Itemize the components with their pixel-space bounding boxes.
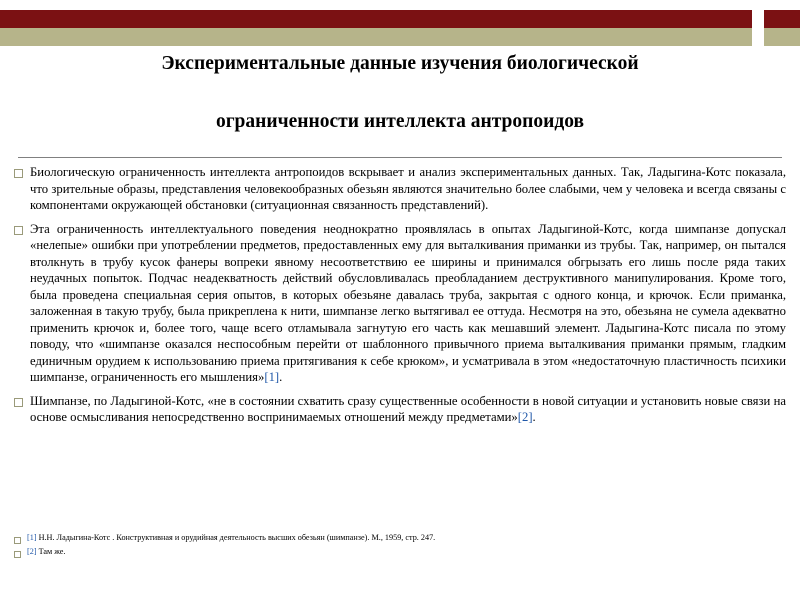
list-item: [14, 164, 786, 214]
bullet-square-icon: [14, 551, 21, 558]
body-content: [14, 164, 786, 433]
paragraph-text: [30, 393, 786, 426]
paragraph-tail: .: [532, 410, 536, 424]
decorative-header-bars: [0, 0, 800, 56]
paragraph-tail: .: [279, 370, 283, 384]
header-bar-tan: [0, 28, 764, 46]
bullet-square-icon: [14, 169, 23, 178]
list-item: [14, 547, 786, 558]
bullet-square-icon: [14, 398, 23, 407]
paragraph-body: Эта ограниченность интеллектуального поведения неоднократно проявлялась в опытах Ладыгиной-Котс, когда шимпанзе допускал «нелепые» ошибки при употреблении предметов, предоставленных ему для выталкивания приманки из трубы. Так, например, он пытался втолкнуть в трубу кусок фанеры вопреки явному несоответствию ее ширины и принимался обгрызать его лишь после ряда таких неудачных попыток. Подчас неадекватность действий обусловливалась преобладанием деструктивного манипулирования. Кроме того, была проведена специальная серия опытов, в которых обезьяне давалась труба, закрытая с одного конца, и крючок. Если приманка, заложенная в такую трубу, была прикреплена к нити, шимпанзе легко вытягивал ее оттуда. Несмотря на это, обезьяна не сумела адекватно применить крючок и, более того, чаще всего отламывала загнутую его часть как мешавший элемент. Ладыгина-Котс писала по этому поводу, что «шимпанзе оказался неспособным перейти от шаблонного привычного приема выталкивания приманки прямым, гладким единичным орудием к использованию приема притягивания к себе крюком», и усматривала в этом «недостаточную пластичность психики шимпанзе, ограниченность его мышления»: [30, 221, 786, 384]
list-item: [14, 393, 786, 426]
header-bar-tan-right: [764, 28, 800, 46]
bullet-square-icon: [14, 537, 21, 544]
list-item: [14, 221, 786, 386]
footnote-body: Там же.: [38, 547, 66, 556]
header-bar-notch: [752, 10, 764, 46]
footnote-number: [2]: [27, 547, 37, 556]
footnote-body: Н.Н. Ладыгина-Котс . Конструктивная и орудийная деятельность высших обезьян (шимпанзе). М., 1959, стр. 247.: [38, 533, 436, 542]
footnote-text: [27, 533, 786, 544]
title-line-1: Экспериментальные данные изучения биологической: [161, 53, 639, 74]
bullet-square-icon: [14, 226, 23, 235]
paragraph-body: Шимпанзе, по Ладыгиной-Котс, «не в состоянии схватить сразу существенные особенности в новой ситуации и установить новые связи на основе осмысливания непосредственно воспринимаемых отношений между предметами»: [30, 393, 786, 424]
title-divider: [18, 157, 782, 158]
title-line-2: ограниченности интеллекта антропоидов: [215, 111, 585, 133]
footnote-number: [1]: [27, 533, 37, 542]
footnote-ref-1-link[interactable]: [1]: [264, 370, 280, 384]
footnote-text: [27, 547, 786, 558]
paragraph-text: [30, 221, 786, 386]
footnote-ref-2-link[interactable]: [2]: [517, 410, 533, 424]
list-item: [14, 533, 786, 544]
page-title: [40, 52, 760, 135]
footnotes: [14, 533, 786, 561]
header-bar-dark: [0, 10, 764, 28]
paragraph-text: Биологическую ограниченность интеллекта антропоидов вскрывает и анализ экспериментальных данных. Так, Ладыгина-Котс показала, что зрительные образы, представления человекообразных обезьян являются значительно более слабыми, чем у человека и всегда связаны с компонентами окружающей обстановки (ситуационная связанность представлений).: [30, 165, 786, 212]
